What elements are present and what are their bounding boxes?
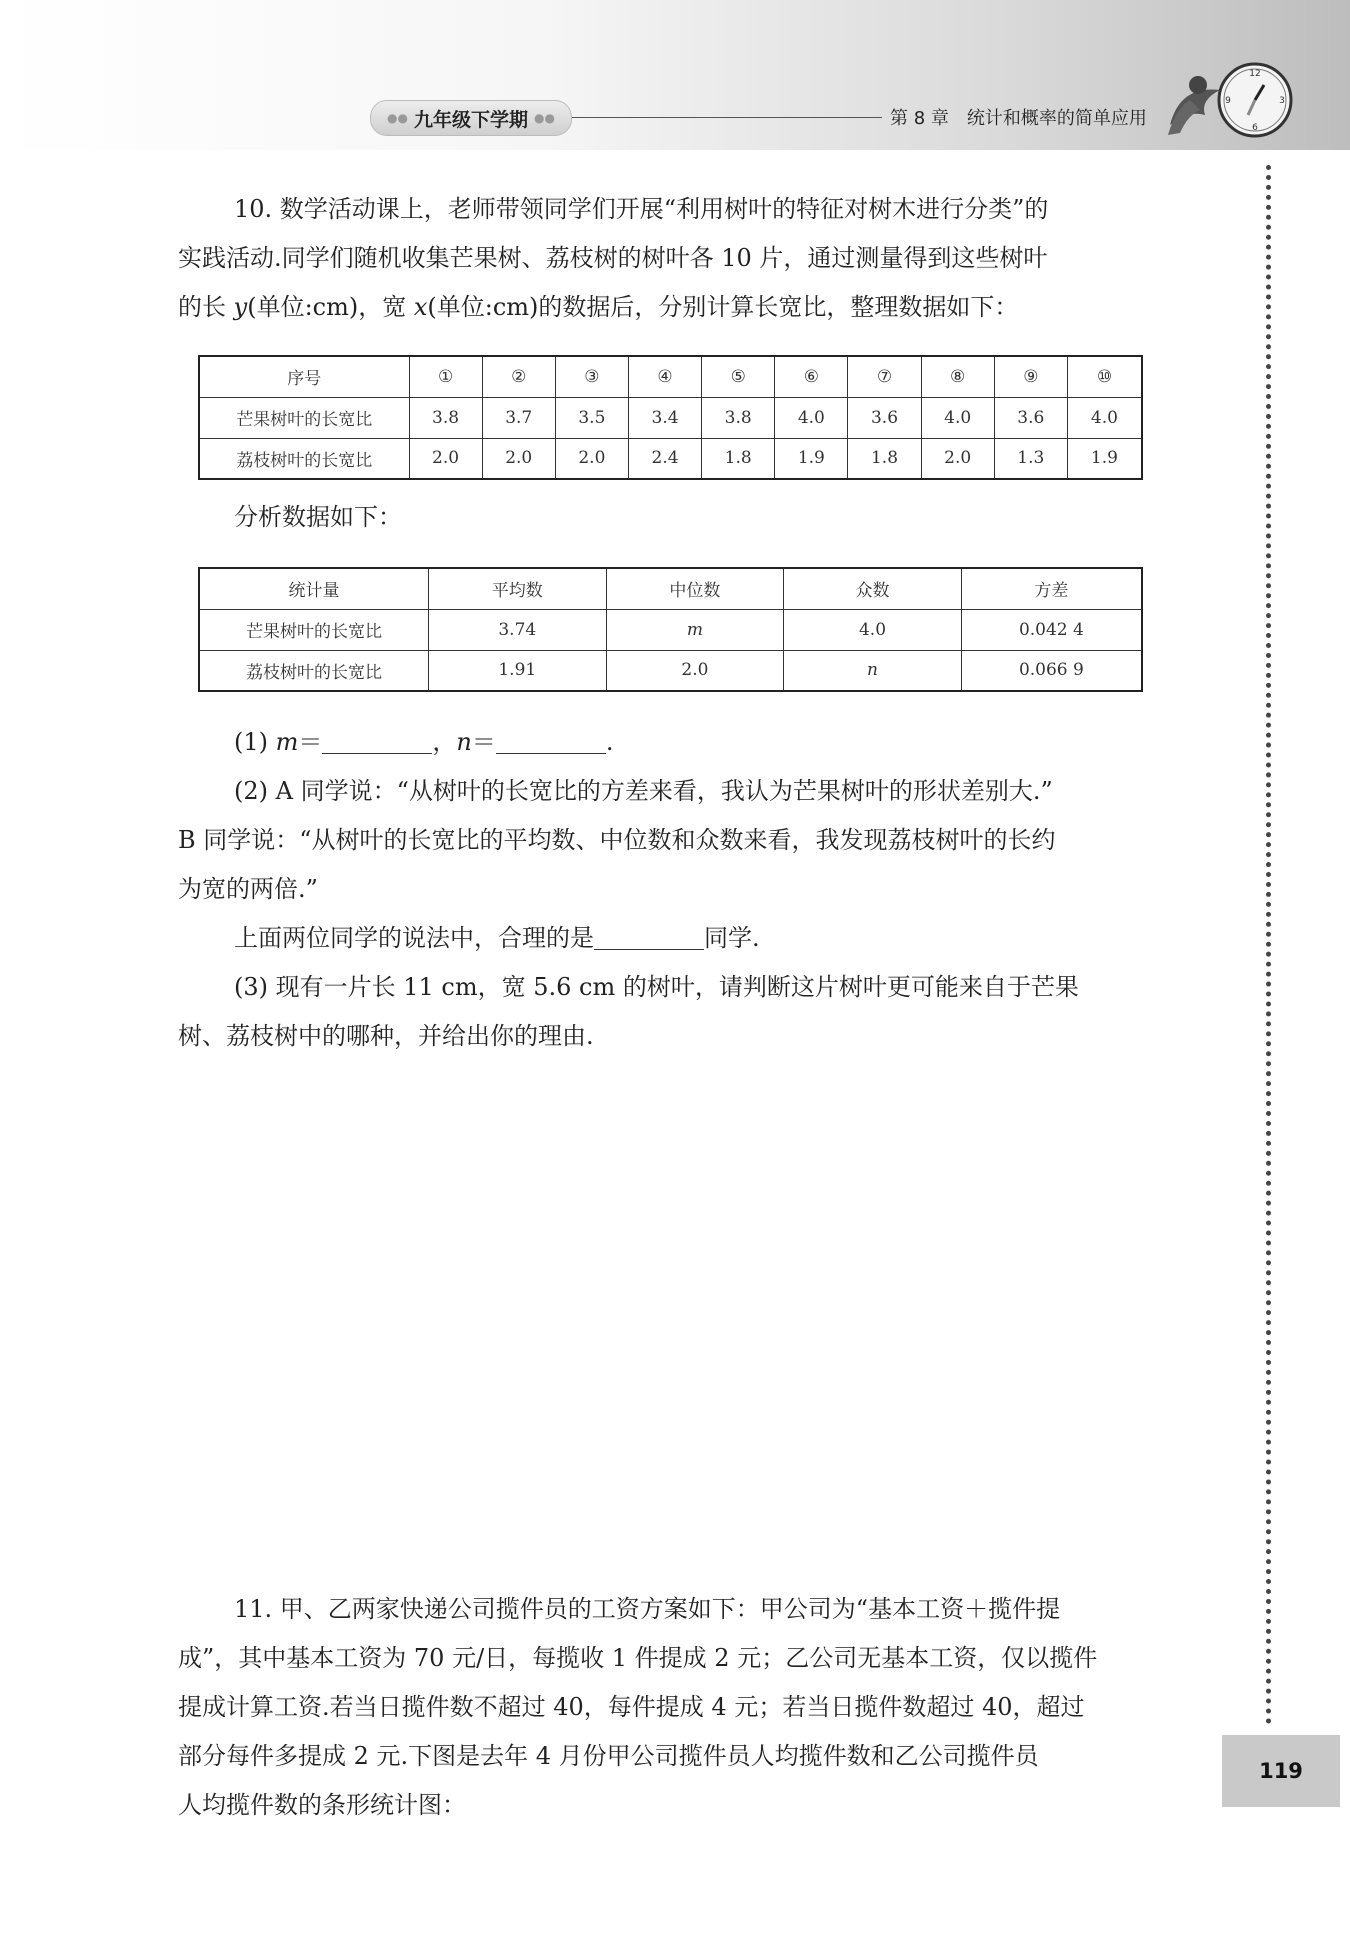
svg-text:12: 12 — [1249, 69, 1261, 79]
table-row — [199, 650, 1142, 691]
q10-line-3-a: 的长 — [178, 293, 234, 321]
table-cell: 4.0 — [784, 609, 962, 650]
statistics-table — [198, 567, 1143, 692]
table-cell: 3.6 — [848, 397, 921, 438]
svg-text:3: 3 — [1279, 96, 1285, 106]
table-row — [199, 609, 1142, 650]
table-cell: 0.066 9 — [961, 650, 1142, 691]
table-header-cell: ⑦ — [848, 356, 921, 397]
q10-line-3 — [178, 283, 1168, 332]
table-cell: 2.0 — [482, 438, 555, 479]
page-number-tab — [1222, 1735, 1340, 1807]
part-1-prefix: (1) — [234, 728, 276, 756]
table-cell: m — [606, 609, 784, 650]
table-cell: 3.8 — [409, 397, 482, 438]
q11-line-5: 人均揽件数的条形统计图： — [178, 1791, 466, 1819]
table-header-cell: ④ — [628, 356, 701, 397]
table-cell: 荔枝树叶的长宽比 — [199, 438, 409, 479]
leaf-ratio-table — [198, 355, 1143, 480]
table-cell: 1.9 — [1067, 438, 1142, 479]
table-cell: 1.8 — [848, 438, 921, 479]
page-number: 119 — [1259, 1759, 1303, 1783]
header-band — [0, 0, 1350, 150]
grade-label — [370, 100, 572, 136]
margin-dotted-rule — [1266, 165, 1271, 1725]
table-cell: 4.0 — [921, 397, 994, 438]
table-cell: 3.5 — [555, 397, 628, 438]
table-header-cell: ⑨ — [994, 356, 1067, 397]
part-2-question-a: 上面两位同学的说法中，合理的是 — [234, 924, 594, 952]
table-cell: 3.8 — [702, 397, 775, 438]
table-cell: 2.0 — [606, 650, 784, 691]
table-cell: 2.0 — [409, 438, 482, 479]
pill-dots-right: ●● — [534, 111, 555, 125]
var-n: n — [456, 728, 472, 756]
table-header-cell: 序号 — [199, 356, 409, 397]
q10-part-2 — [178, 767, 1168, 963]
part-3-line-2: 树、荔枝树中的哪种，并给出你的理由. — [178, 1022, 594, 1050]
q10-line-3-b: (单位:cm)，宽 — [247, 293, 414, 321]
svg-text:9: 9 — [1225, 96, 1231, 106]
table-cell: 2.0 — [921, 438, 994, 479]
table-cell: 1.3 — [994, 438, 1067, 479]
answer-blank-n[interactable] — [496, 723, 606, 754]
part-2-line-1: (2) A 同学说：“从树叶的长宽比的方差来看，我认为芒果树叶的形状差别大.” — [234, 777, 1053, 805]
table-cell: 荔枝树叶的长宽比 — [199, 650, 428, 691]
q11-line-4: 部分每件多提成 2 元.下图是去年 4 月份甲公司揽件员人均揽件数和乙公司揽件员 — [178, 1742, 1039, 1770]
var-y: y — [233, 293, 248, 321]
compass-runner-icon — [1160, 55, 1300, 145]
table-header-cell: ⑧ — [921, 356, 994, 397]
q11-line-2: 成”，其中基本工资为 70 元/日，每揽收 1 件提成 2 元；乙公司无基本工资，仅以揽件 — [178, 1644, 1098, 1672]
equals-sign: ＝ — [298, 728, 323, 756]
table-header-cell: 平均数 — [428, 568, 606, 609]
chapter-heading — [890, 104, 1147, 130]
analysis-label-text: 分析数据如下： — [234, 503, 402, 531]
q10-line-3-c: (单位:cm)的数据后，分别计算长宽比，整理数据如下： — [427, 293, 1019, 321]
table-cell: 芒果树叶的长宽比 — [199, 609, 428, 650]
table-header-row — [199, 356, 1142, 397]
table-cell: 3.74 — [428, 609, 606, 650]
table-header-cell: 统计量 — [199, 568, 428, 609]
q11-line-3: 提成计算工资.若当日揽件数不超过 40，每件提成 4 元；若当日揽件数超过 40，超过 — [178, 1693, 1085, 1721]
equals-sign: ＝ — [471, 728, 496, 756]
answer-blank-student[interactable] — [594, 919, 704, 950]
analysis-label — [178, 493, 1168, 542]
table-header-row — [199, 568, 1142, 609]
var-m: m — [275, 728, 299, 756]
table-cell: 3.4 — [628, 397, 701, 438]
part-3-line-1: (3) 现有一片长 11 cm，宽 5.6 cm 的树叶，请判断这片树叶更可能来自于芒果 — [234, 973, 1079, 1001]
header-rule — [572, 117, 882, 118]
pill-dots-left: ●● — [387, 111, 408, 125]
part-2-line-3: 为宽的两倍.” — [178, 875, 318, 903]
svg-text:6: 6 — [1252, 123, 1258, 133]
q11-intro — [178, 1585, 1168, 1830]
table-header-cell: ⑩ — [1067, 356, 1142, 397]
period: . — [605, 728, 614, 756]
part-2-question — [178, 914, 1168, 963]
chapter-number: 第 8 章 — [890, 108, 949, 129]
table-cell: 4.0 — [775, 397, 848, 438]
grade-text: 九年级下学期 — [413, 108, 528, 131]
part-1-line — [178, 718, 1168, 767]
table-header-cell: ③ — [555, 356, 628, 397]
table-cell: 3.6 — [994, 397, 1067, 438]
table-header-cell: ① — [409, 356, 482, 397]
answer-blank-m[interactable] — [322, 723, 432, 754]
comma: ， — [432, 728, 457, 756]
part-2-line-2: B 同学说：“从树叶的长宽比的平均数、中位数和众数来看，我发现荔枝树叶的长约 — [178, 826, 1056, 854]
table-row — [199, 397, 1142, 438]
q11-line-1: 11. 甲、乙两家快递公司揽件员的工资方案如下：甲公司为“基本工资＋揽件提 — [234, 1595, 1061, 1623]
part-2-question-b: 同学. — [704, 924, 760, 952]
table-cell: 1.9 — [775, 438, 848, 479]
table-cell: 1.91 — [428, 650, 606, 691]
chapter-title: 统计和概率的简单应用 — [966, 108, 1147, 129]
table-cell: 1.8 — [702, 438, 775, 479]
q10-line-1: 10. 数学活动课上，老师带领同学们开展“利用树叶的特征对树木进行分类”的 — [234, 195, 1049, 223]
table-cell: 2.0 — [555, 438, 628, 479]
table-header-cell: 方差 — [961, 568, 1142, 609]
table-header-cell: ⑤ — [702, 356, 775, 397]
table-cell: 0.042 4 — [961, 609, 1142, 650]
table-header-cell: 众数 — [784, 568, 962, 609]
table-cell: 3.7 — [482, 397, 555, 438]
table-cell: n — [784, 650, 962, 691]
table-cell: 2.4 — [628, 438, 701, 479]
q10-line-2: 实践活动.同学们随机收集芒果树、荔枝树的树叶各 10 片，通过测量得到这些树叶 — [178, 244, 1048, 272]
table-header-cell: ⑥ — [775, 356, 848, 397]
table-cell: 4.0 — [1067, 397, 1142, 438]
table-row — [199, 438, 1142, 479]
q10-part-3 — [178, 963, 1168, 1061]
q10-intro — [178, 185, 1168, 332]
var-x: x — [413, 293, 428, 321]
q10-part-1 — [178, 718, 1168, 767]
table-header-cell: ② — [482, 356, 555, 397]
table-cell: 芒果树叶的长宽比 — [199, 397, 409, 438]
table-header-cell: 中位数 — [606, 568, 784, 609]
